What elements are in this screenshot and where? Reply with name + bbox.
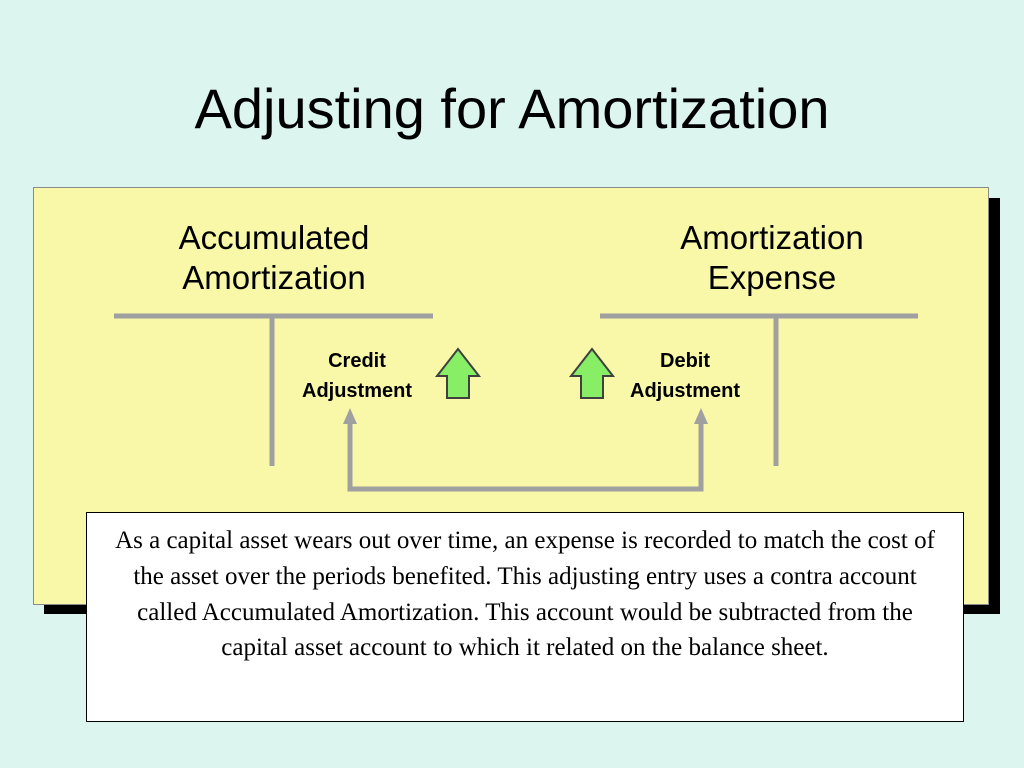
left-account-line2: Amortization <box>182 258 366 296</box>
adjustment-connector <box>350 420 701 489</box>
connector-arrowhead-left <box>343 408 357 424</box>
connector-arrowhead-right <box>694 408 708 424</box>
debit-adjustment-line1: Debit <box>660 350 710 372</box>
debit-adjustment-label <box>600 346 770 406</box>
credit-adjustment-line1: Credit <box>328 350 386 372</box>
debit-adjustment-line2: Adjustment <box>630 380 740 402</box>
credit-adjustment-label <box>272 346 442 406</box>
credit-adjustment-line2: Adjustment <box>302 380 412 402</box>
slide-title: Adjusting for Amortization <box>194 77 830 140</box>
explanation-box: As a capital asset wears out over time, an expense is recorded to match the cost of the asset over the periods benefited. This adjusting entry uses a contra account called Accumulated Amortization. This account would be subtracted from the capital asset account to which it related on the balance sheet. <box>86 512 964 722</box>
right-account-line2: Expense <box>707 258 837 296</box>
left-account-line1: Accumulated <box>178 219 370 256</box>
right-account-line1: Amortization <box>680 219 864 256</box>
up-arrow-icon <box>437 349 479 398</box>
